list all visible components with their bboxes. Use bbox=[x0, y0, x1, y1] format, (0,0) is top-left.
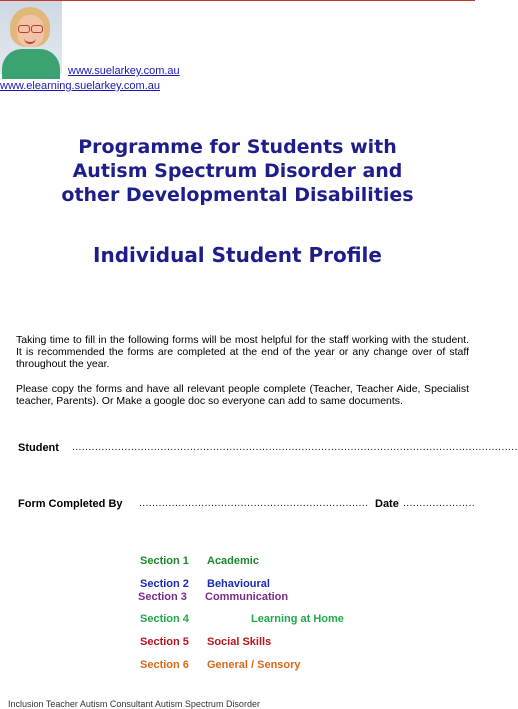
date-label: Date bbox=[375, 498, 399, 510]
completed-by-label: Form Completed By bbox=[18, 498, 123, 510]
section-2-number: Section 2 bbox=[140, 578, 189, 590]
intro-paragraph-2: Please copy the forms and have all relevant people complete (Teacher, Teacher Aide, Specialist teacher, Parents). Or Make a google doc so everyone can add to same documents. bbox=[16, 383, 469, 407]
completed-by-field[interactable]: ...................................................................... bbox=[139, 498, 369, 509]
footer-text: Inclusion Teacher Autism Consultant Autism Spectrum Disorder bbox=[8, 699, 260, 709]
section-4-number: Section 4 bbox=[140, 613, 189, 625]
section-5-name: Social Skills bbox=[207, 636, 272, 648]
student-label: Student bbox=[18, 442, 59, 454]
title-line-1: Programme for Students with bbox=[78, 136, 397, 158]
title-line-3: other Developmental Disabilities bbox=[61, 184, 414, 206]
section-3-name: Communication bbox=[205, 591, 289, 603]
author-photo bbox=[0, 1, 62, 74]
title-line-2: Autism Spectrum Disorder and bbox=[72, 160, 403, 182]
document-subtitle: Individual Student Profile bbox=[93, 243, 382, 267]
student-field[interactable]: ........................................................................................................................................ bbox=[72, 442, 518, 453]
section-4-name: Learning at Home bbox=[251, 613, 344, 625]
document-title bbox=[0, 135, 475, 207]
elearning-link[interactable]: www.elearning.suelarkey.com.au bbox=[0, 80, 160, 92]
section-1-number: Section 1 bbox=[140, 555, 189, 567]
section-6-number: Section 6 bbox=[140, 659, 189, 671]
website-link[interactable]: www.suelarkey.com.au bbox=[68, 65, 180, 77]
section-2-name: Behavioural bbox=[207, 578, 270, 590]
section-3-number: Section 3 bbox=[138, 591, 187, 603]
date-field[interactable]: ...................... bbox=[403, 498, 476, 509]
intro-paragraph-1: Taking time to fill in the following forms will be most helpful for the staff working with the student. It is recommended the forms are completed at the end of the year or any change over of staff throughout the year. bbox=[16, 334, 469, 370]
section-5-number: Section 5 bbox=[140, 636, 189, 648]
section-1-name: Academic bbox=[207, 555, 259, 567]
section-6-name: General / Sensory bbox=[207, 659, 301, 671]
